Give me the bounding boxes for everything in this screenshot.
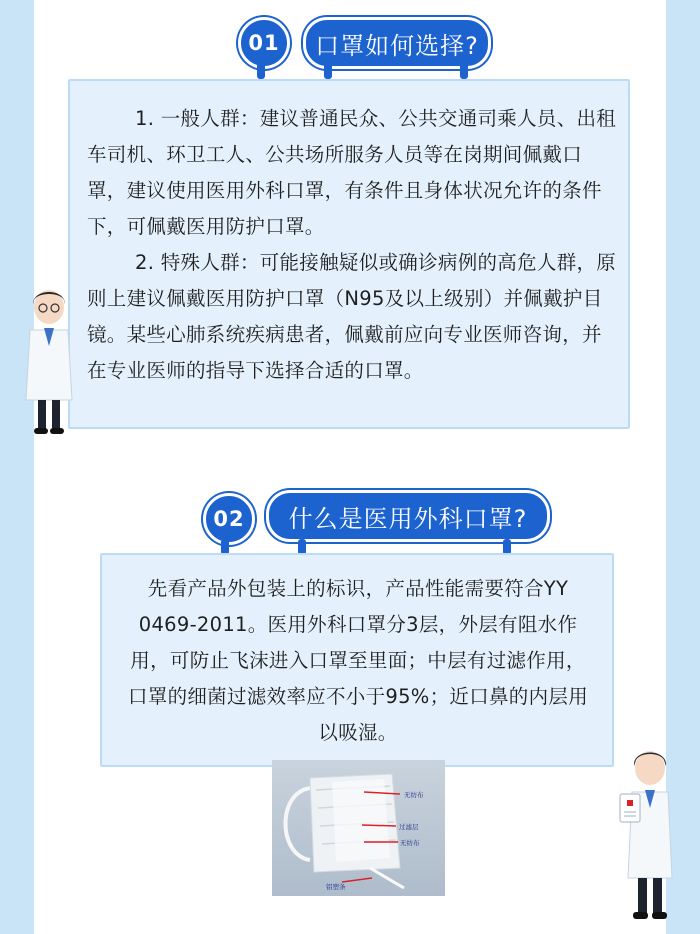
mask-illustration: [272, 760, 445, 896]
section-1-body: [87, 101, 617, 389]
photo-label: 铝塑条: [326, 883, 346, 891]
connector-pin: [257, 63, 265, 79]
section-2-body: [122, 571, 594, 751]
doctor-illustration-left: [20, 288, 78, 438]
section-1-paragraph: 1. 一般人群：建议普通民众、公共交通司乘人员、出租车司机、环卫工人、公共场所服务人员等在岗期间佩戴口罩，建议使用医用外科口罩，有条件且身体状况允许的条件下，可佩戴医用防护口罩。: [87, 107, 617, 238]
section-1-number-badge: 01: [238, 17, 290, 69]
doctor-illustration-right: [618, 748, 678, 924]
section-2-card: [100, 553, 614, 767]
photo-label: 过滤层: [399, 823, 419, 831]
doctor-with-clipboard-icon: [618, 748, 678, 924]
connector-pin: [460, 63, 468, 79]
section-1-paragraph: 2. 特殊人群：可能接触疑似或确诊病例的高危人群，原则上建议佩戴医用防护口罩（N95及以上级别）并佩戴护目镜。某些心肺系统疾病患者，佩戴前应向专业医师咨询，并在专业医师的指导下选择合适的口罩。: [87, 251, 617, 382]
section-1-card: [68, 79, 630, 429]
photo-label: 无纺布: [404, 791, 424, 799]
section-2-number-badge: 02: [203, 493, 255, 545]
photo-label: 无纺布: [400, 839, 420, 847]
section-1-title: 口罩如何选择?: [303, 17, 491, 69]
doctor-icon: [20, 288, 78, 438]
section-2-paragraph: 先看产品外包装上的标识，产品性能需要符合YY 0469-2011。医用外科口罩分3层，外层有阻水作用，可防止飞沫进入口罩至里面；中层有过滤作用，口罩的细菌过滤效率应不小于95%；近口鼻的内层用以吸湿。: [127, 577, 589, 744]
section-2-title: 什么是医用外科口罩?: [266, 490, 550, 542]
connector-pin: [324, 63, 332, 79]
mask-layers-photo: [272, 760, 445, 896]
